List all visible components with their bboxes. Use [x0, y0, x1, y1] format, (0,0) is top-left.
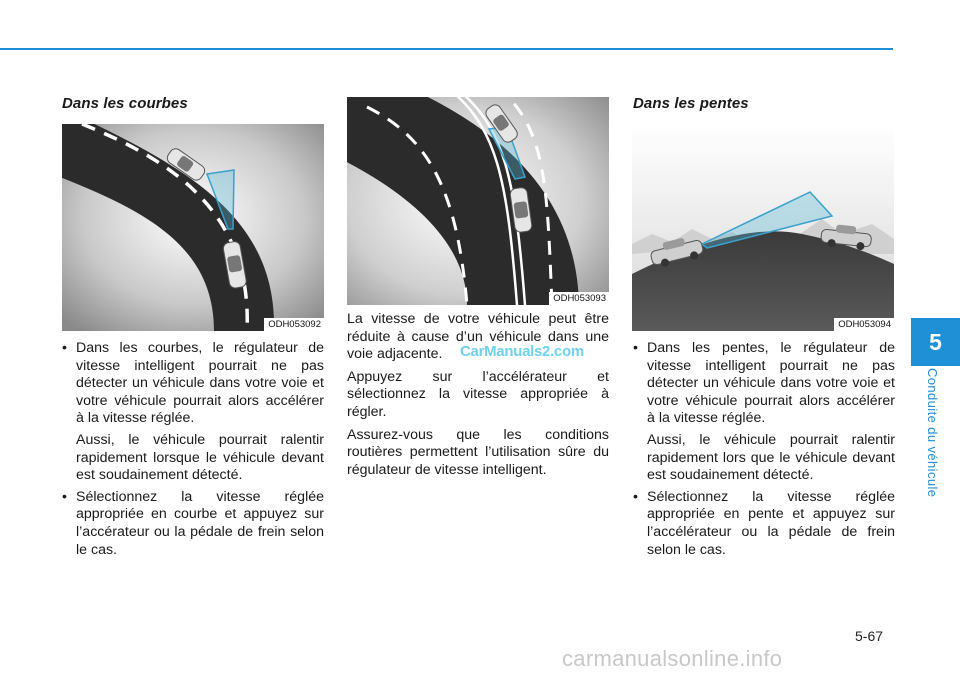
- figure-code: ODH053093: [549, 292, 609, 305]
- adjacent-lane-text: [347, 311, 609, 484]
- paragraph: Appuyez sur l’accélérateur et sélectionnez la vitesse appropriée à régler.: [347, 368, 609, 420]
- bullet-dot: •: [62, 340, 67, 356]
- chapter-title: Conduite du véhicule: [925, 368, 940, 498]
- paragraph: Dans les courbes, le régulateur de vitesse intelligent pourrait ne pas détecter un véhicule dans votre voie et votre véhicule pourrait alors accélérer à la vitesse réglée.: [76, 340, 324, 427]
- figure-slopes: [632, 124, 894, 331]
- top-rule: [0, 48, 893, 50]
- section-heading-curves: Dans les courbes: [62, 95, 188, 112]
- list-item: [62, 489, 324, 559]
- watermark: CarManuals2.com: [460, 343, 584, 360]
- paragraph: Aussi, le véhicule pourrait ralentir rapidement lors que le véhicule devant est soudainement détecté.: [647, 431, 895, 484]
- slopes-bullet-list: [633, 340, 895, 559]
- slopes-text: [633, 340, 895, 563]
- paragraph: Aussi, le véhicule pourrait ralentir rapidement lorsque le véhicule devant est soudainement détecté.: [76, 431, 324, 484]
- curve-road-illustration: [62, 124, 324, 331]
- slope-hill-illustration: [632, 124, 894, 331]
- section-heading-slopes: Dans les pentes: [633, 95, 749, 112]
- chapter-number-tab: 5: [911, 318, 960, 366]
- figure-code: ODH053092: [264, 318, 324, 331]
- curves-bullet-list: [62, 340, 324, 559]
- bullet-dot: •: [62, 488, 67, 505]
- bullet-dot: •: [633, 340, 638, 356]
- list-item: [62, 340, 324, 485]
- figure-code: ODH053094: [834, 318, 894, 331]
- list-item: [633, 489, 895, 559]
- figure-adjacent-lane: [347, 97, 609, 305]
- paragraph: Assurez-vous que les conditions routières permettent l’utilisation sûre du régulateur de vitesse intelligent.: [347, 426, 609, 478]
- paragraph: Sélectionnez la vitesse réglée appropriée en courbe et appuyez sur l’accérateur ou la pédale de frein selon le cas.: [76, 488, 324, 558]
- curves-text: [62, 340, 324, 563]
- list-item: [633, 340, 895, 485]
- figure-curves: [62, 124, 324, 331]
- footer-watermark: carmanualsonline.info: [562, 646, 783, 671]
- paragraph: Dans les pentes, le régulateur de vitesse intelligent pourrait ne pas détecter un véhicule dans votre voie et votre véhicule pourrait alors accélérer à la vitesse réglée.: [647, 340, 895, 427]
- bullet-dot: •: [633, 488, 638, 505]
- paragraph: La vitesse de votre véhicule peut être réduite à cause d’un véhicule dans une voie adjacente.: [347, 311, 609, 363]
- paragraph: Sélectionnez la vitesse réglée appropriée en pente et appuyez sur l’accélérateur ou la pédale de frein selon le cas.: [647, 488, 895, 558]
- adjacent-lane-illustration: [347, 97, 609, 305]
- page-number: 5-67: [855, 628, 884, 644]
